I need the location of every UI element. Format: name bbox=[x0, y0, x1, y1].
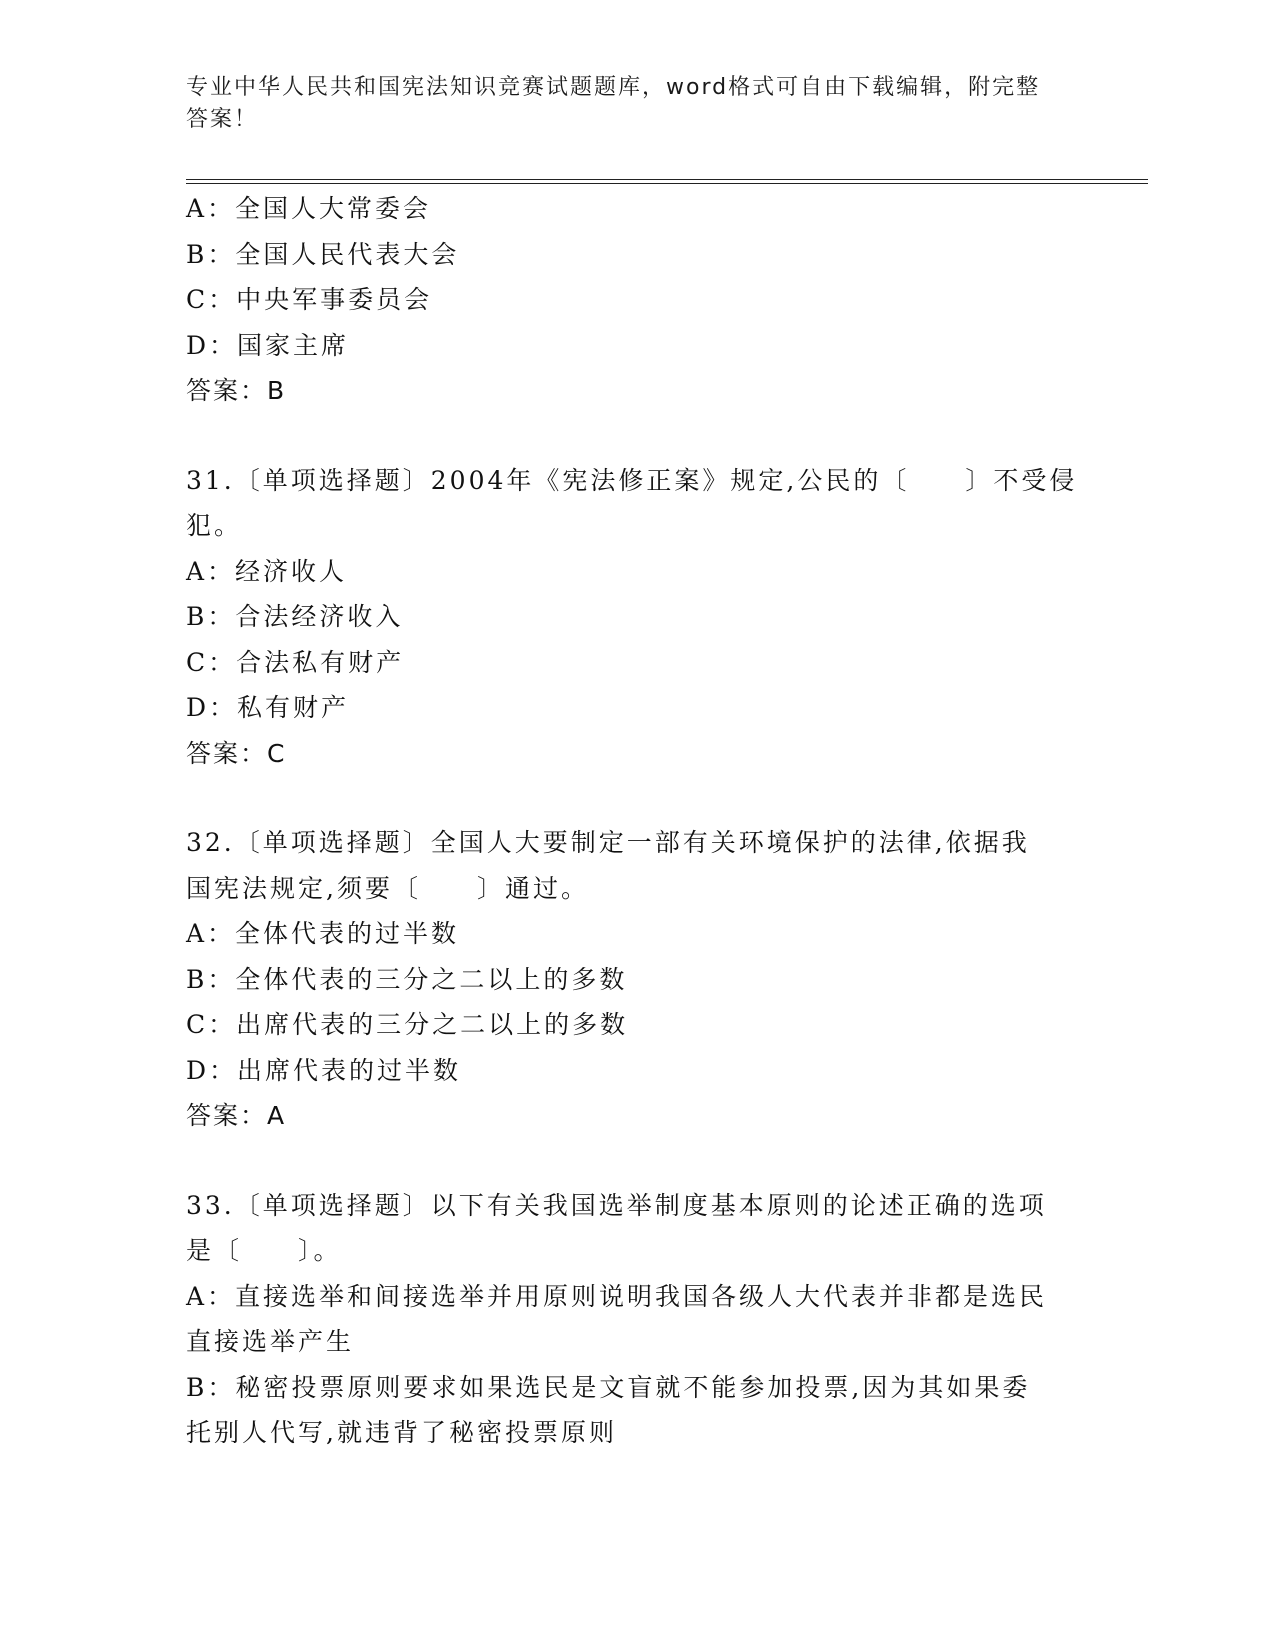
question-text: 31.〔单项选择题〕2004年《宪法修正案》规定,公民的〔 〕不受侵 bbox=[186, 465, 1078, 495]
option-b: B：全国人民代表大会 bbox=[186, 239, 460, 269]
spacer bbox=[186, 414, 1086, 458]
answer-line: 答案：A bbox=[186, 1101, 287, 1130]
option-a: A：经济收人 bbox=[186, 556, 348, 586]
option-a: A：直接选举和间接选举并用原则说明我国各级人大代表并非都是选民 bbox=[186, 1281, 1048, 1311]
option-c: C：出席代表的三分之二以上的多数 bbox=[186, 1010, 629, 1039]
option-d: D：私有财产 bbox=[186, 693, 350, 722]
question-list bbox=[186, 186, 1086, 1456]
option-d: D：国家主席 bbox=[186, 330, 350, 360]
question-text-cont: 犯。 bbox=[186, 511, 243, 540]
question-block-33 bbox=[186, 1183, 1086, 1456]
question-text: 33.〔单项选择题〕以下有关我国选举制度基本原则的论述正确的选项 bbox=[186, 1190, 1047, 1220]
spacer bbox=[186, 776, 1086, 820]
question-text-cont: 是〔 〕。 bbox=[186, 1236, 342, 1265]
option-d: D：出席代表的过半数 bbox=[186, 1055, 462, 1085]
option-a: A：全国人大常委会 bbox=[186, 194, 432, 223]
answer-line: 答案：C bbox=[186, 738, 287, 768]
option-a: A：全体代表的过半数 bbox=[186, 919, 460, 948]
answer-line: 答案：B bbox=[186, 376, 287, 405]
option-c: C：中央军事委员会 bbox=[186, 285, 433, 314]
header-divider-bottom bbox=[186, 183, 1148, 184]
question-block-32 bbox=[186, 820, 1086, 1139]
option-b: B：秘密投票原则要求如果选民是文盲就不能参加投票,因为其如果委 bbox=[186, 1372, 1031, 1402]
option-b: B：合法经济收入 bbox=[186, 602, 404, 631]
option-a-cont: 直接选举产生 bbox=[186, 1327, 355, 1356]
header-line-2: 答案！ bbox=[186, 107, 259, 132]
header-line-1: 专业中华人民共和国宪法知识竞赛试题题库，word格式可自由下载编辑，附完整 bbox=[186, 75, 1041, 100]
option-c: C：合法私有财产 bbox=[186, 647, 405, 677]
header-divider-top bbox=[186, 179, 1148, 180]
document-header bbox=[186, 72, 1066, 136]
question-text: 32.〔单项选择题〕全国人大要制定一部有关环境保护的法律,依据我 bbox=[186, 828, 1030, 857]
option-b: B：全体代表的三分之二以上的多数 bbox=[186, 964, 628, 994]
question-text-cont: 国宪法规定,须要〔 〕通过。 bbox=[186, 873, 589, 903]
question-block-31 bbox=[186, 458, 1086, 777]
question-block-30 bbox=[186, 186, 1086, 414]
spacer bbox=[186, 1139, 1086, 1183]
option-b-cont: 托别人代写,就违背了秘密投票原则 bbox=[186, 1418, 617, 1447]
